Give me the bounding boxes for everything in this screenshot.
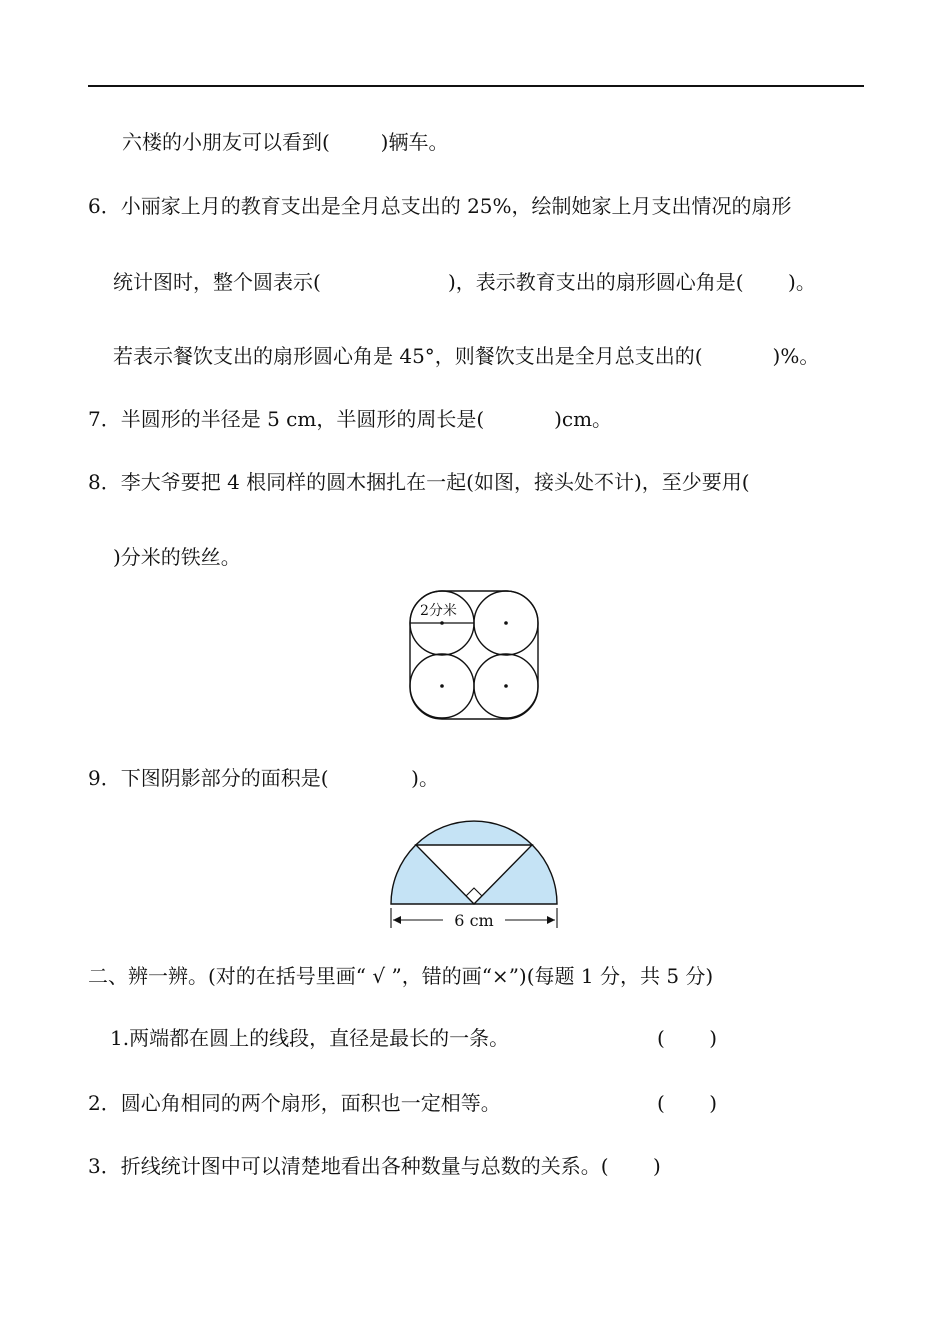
arrowhead-right <box>547 916 555 924</box>
question-8-line-2: )分米的铁丝。 <box>113 545 241 569</box>
question-6-line-2: 统计图时，整个圆表示( )，表示教育支出的扇形圆心角是( )。 <box>113 270 816 294</box>
judgment-1-answer-bracket: ( ) <box>657 1026 718 1050</box>
section-2-heading: 二、辨一辨。(对的在括号里画“ √ ”，错的画“×”)(每题 1 分，共 5 分) <box>88 964 714 988</box>
question-7: 7．半圆形的半径是 5 cm，半圆形的周长是( )cm。 <box>88 407 613 431</box>
diameter-label: 2分米 <box>420 603 457 619</box>
center-dot <box>440 684 444 688</box>
arrowhead-left <box>393 916 401 924</box>
judgment-1: 1.两端都在圆上的线段，直径是最长的一条。 <box>110 1026 510 1050</box>
judgment-2: 2．圆心角相同的两个扇形，面积也一定相等。 <box>88 1091 501 1115</box>
logs-bundle-figure <box>400 585 550 725</box>
question-6-line-3: 若表示餐饮支出的扇形圆心角是 45°，则餐饮支出是全月总支出的( )%。 <box>113 344 820 368</box>
center-dot <box>440 621 444 625</box>
question-6-line-1: 6．小丽家上月的教育支出是全月总支出的 25%，绘制她家上月支出情况的扇形 <box>88 194 792 218</box>
top-rule <box>88 85 864 87</box>
center-dot <box>504 621 508 625</box>
question-8-line-1: 8．李大爷要把 4 根同样的圆木捆扎在一起(如图，接头处不计)，至少要用( <box>88 470 750 494</box>
semicircle-figure <box>385 818 565 938</box>
width-label: 6 cm <box>454 911 494 930</box>
judgment-3: 3．折线统计图中可以清楚地看出各种数量与总数的关系。( ) <box>88 1154 661 1178</box>
question-9: 9．下图阴影部分的面积是( )。 <box>88 766 439 790</box>
question-5-continuation: 六楼的小朋友可以看到( )辆车。 <box>122 130 449 154</box>
judgment-2-answer-bracket: ( ) <box>657 1091 718 1115</box>
center-dot <box>504 684 508 688</box>
